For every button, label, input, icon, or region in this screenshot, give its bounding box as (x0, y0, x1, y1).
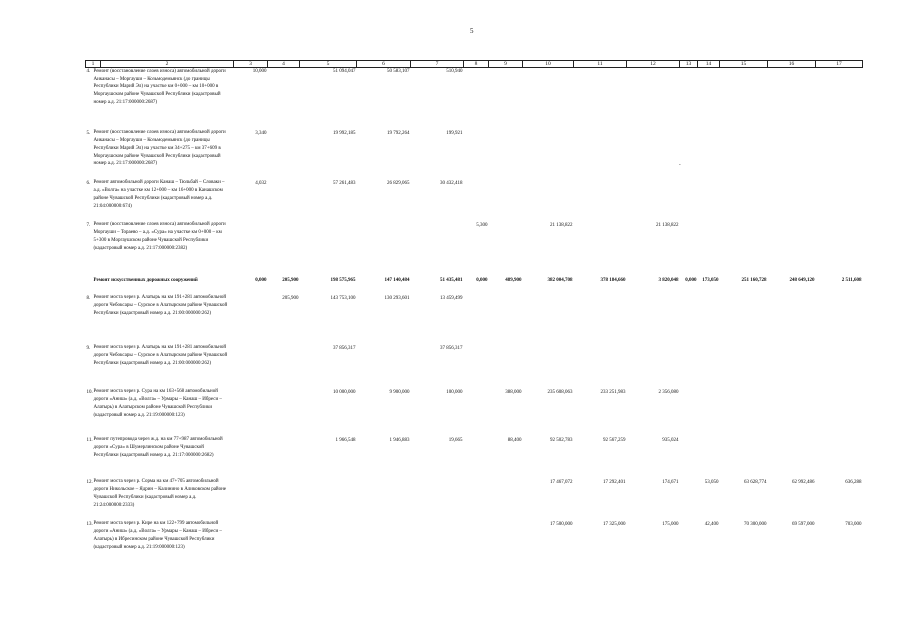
cell-c3 (234, 437, 268, 479)
header-cell: 6 (357, 61, 411, 68)
cell-c11 (574, 180, 627, 222)
row-number: 13. (86, 521, 93, 527)
row-description: Ремонт (восстановление слоев износа) автомобильной дороги Аиканасы – Моргауши – Козьмодемьянск (до границы Республики Марий Эл) на участке км 0+000 – км 10+000 в Моргаушском районе Чувашской Республики (кадастровый номер а.д. 21:17:000000:2687) (93, 68, 226, 105)
cell-c10 (523, 180, 574, 222)
cell-c16 (768, 437, 816, 479)
table-row (86, 521, 863, 583)
cell-c14 (698, 437, 720, 479)
row-number: 9. (86, 345, 91, 351)
table-row (86, 437, 863, 479)
cell-c9 (489, 295, 523, 345)
cell-c3 (234, 389, 268, 437)
cell-c9 (489, 479, 523, 521)
cell-c14: 42,400 (704, 521, 719, 527)
cell-c7: 100,000 (446, 389, 463, 395)
cell-c3 (234, 222, 268, 277)
cell-c17: 2 511,608 (841, 277, 862, 283)
cell-c6: 26 829,065 (387, 180, 410, 186)
table-row (86, 277, 863, 295)
cell-c12 (627, 345, 680, 389)
cell-c8 (464, 389, 489, 437)
cell-c16 (768, 345, 816, 389)
row-number: 4. (86, 69, 91, 74)
cell-c11: 17 292,401 (603, 479, 626, 485)
cell-c14 (698, 180, 720, 222)
header-cell: 3 (234, 61, 268, 68)
row-name (86, 295, 234, 345)
cell-c7: 199,921 (446, 130, 463, 136)
cell-c12 (627, 180, 680, 222)
cell-c16 (768, 222, 816, 277)
cell-c3: 4,032 (255, 180, 267, 186)
cell-c3 (234, 479, 268, 521)
cell-c13 (680, 479, 698, 521)
table-row (86, 389, 863, 437)
cell-c7: 510,940 (446, 69, 463, 74)
cell-c10: 382 004,708 (547, 277, 573, 283)
cell-c7 (411, 521, 464, 583)
header-label: 2 (165, 61, 169, 67)
cell-c8 (464, 437, 489, 479)
table-row (86, 295, 863, 345)
cell-c14 (698, 345, 720, 389)
cell-c8: 0,000 (476, 277, 488, 283)
row-number: 6. (86, 180, 91, 186)
cell-c11: 233 251,983 (600, 389, 626, 395)
cell-c7: 37 856,317 (440, 345, 463, 351)
cell-c6: 147 140,484 (384, 277, 410, 283)
cell-c16: 248 649,120 (789, 277, 815, 283)
cell-c11: 92 567,259 (603, 437, 626, 443)
table-row (86, 222, 863, 277)
cell-c14 (698, 389, 720, 437)
row-number: 8. (86, 295, 91, 301)
cell-c16 (768, 295, 816, 345)
cell-c4 (268, 437, 300, 479)
row-description: Ремонт моста через р. Сура на км 163+568 автомобильной дороги «Аниш» (а.д. «Волга» – Урмары – Канаш – Ибреси – Алатырь) в Алатырском районе Чувашской Республики (кадастровый номер а.д. 21:19:000000:123) (93, 389, 222, 418)
cell-c13 (680, 130, 698, 180)
row-number: 10. (86, 389, 93, 395)
cell-c14 (698, 222, 720, 277)
cell-c10: 17 500,000 (550, 521, 573, 527)
cell-c9 (489, 222, 523, 277)
row-number: 7. (86, 222, 91, 228)
cell-c16 (768, 68, 816, 130)
cell-c4 (268, 180, 300, 222)
cell-c13 (680, 389, 698, 437)
cell-c5: 51 094,047 (333, 69, 356, 74)
cell-c9 (489, 521, 523, 583)
cell-c11 (574, 295, 627, 345)
cell-c9 (489, 180, 523, 222)
cell-c8 (464, 68, 489, 130)
cell-c12: 21 138,822 (656, 222, 679, 228)
cell-c6 (357, 222, 411, 277)
cell-c14: 173,050 (702, 277, 719, 283)
row-description: Ремонт искусственных дорожных сооружений (93, 277, 198, 283)
cell-c5: 37 856,317 (333, 345, 356, 351)
row-description: Ремонт (восстановление слоев износа) автомобильной дороги Аиканасы – Моргауши – Козьмодемьянск (до границы Республики Марий Эл) на участке км 34+275 – км 37+609 в Моргаушском районе Чувашской Республики (кадастровый номер а.д. 21:17:000000:2687) (93, 130, 226, 167)
cell-c12: 175,000 (662, 521, 679, 527)
cell-c13 (680, 437, 698, 479)
cell-c13 (680, 180, 698, 222)
cell-c11 (574, 68, 627, 130)
cell-c8 (464, 295, 489, 345)
cell-c10 (523, 68, 574, 130)
cell-c8 (464, 479, 489, 521)
row-name (86, 345, 234, 389)
cell-c5: 19 992,185 (333, 130, 356, 136)
stray-mark: - (679, 163, 681, 168)
row-description: Ремонт моста через р. Алатырь на км 191+281 автомобильной дороги Чебоксары – Сурское в Алатырском районе Чувашской Республики (кадастровый номер а.д. 21:00:000000:262) (93, 295, 228, 316)
cell-c9: 489,900 (505, 277, 522, 283)
cell-c4: 205,900 (282, 295, 299, 301)
cell-c12 (627, 130, 680, 180)
cell-c17 (816, 389, 863, 437)
cell-c13: 0,000 (685, 277, 697, 283)
cell-c5: 1 966,548 (335, 437, 356, 443)
row-number: 12. (86, 479, 93, 485)
cell-c7: 51 435,481 (440, 277, 463, 283)
header-cell: 5 (300, 61, 357, 68)
header-cell (86, 61, 234, 68)
cell-c8 (464, 130, 489, 180)
cell-c17 (816, 68, 863, 130)
cell-c7: 30 432,418 (440, 180, 463, 186)
table-row (86, 345, 863, 389)
header-cell: 7 (411, 61, 464, 68)
page-number: 5 (470, 27, 474, 35)
cell-c17 (816, 295, 863, 345)
row-name (86, 389, 234, 437)
cell-c9 (489, 68, 523, 130)
cell-c17 (816, 222, 863, 277)
cell-c15: 63 628,774 (744, 479, 767, 485)
header-row (86, 61, 863, 68)
cell-c17 (816, 345, 863, 389)
cell-c16 (768, 389, 816, 437)
cell-c9 (489, 130, 523, 180)
cell-c5 (300, 521, 357, 583)
row-description: Ремонт автомобильной дороги Канаш – Тюльбай – Словаки – а.д. «Волга» на участке км 12+000 – км 16+000 в Канашском районе Чувашской Республики (кадастровый номер а.д. 21:04:000000:674) (93, 180, 225, 209)
cell-c4 (268, 479, 300, 521)
row-description: Ремонт путепровода через ж.д. на км 77+987 автомобильной дороги «Сура» в Шумерлинском районе Чувашской Республики (кадастровый номер а.д. 21:17:000000:2682) (93, 437, 223, 458)
cell-c15 (720, 180, 768, 222)
header-cell: 17 (816, 61, 863, 68)
cell-c10 (523, 130, 574, 180)
header-cell: 14 (698, 61, 720, 68)
cell-c8 (464, 180, 489, 222)
row-name (86, 180, 234, 222)
row-name (86, 130, 234, 180)
cell-c5: 143 753,100 (330, 295, 356, 301)
cell-c17 (816, 437, 863, 479)
cell-c15: 70 300,000 (744, 521, 767, 527)
cell-c10 (523, 345, 574, 389)
cell-c3: 3,340 (255, 130, 267, 136)
row-description: Ремонт моста через р. Кире на км 122+799 автомобильной дороги «Аниш» (а.д. «Волга» – Урмары – Канаш – Ибреси – Алатырь) в Ибресинском районе Чувашской Республики (кадастровый номер а.д. 21:19:000000:123) (93, 521, 222, 550)
cell-c6 (357, 521, 411, 583)
cell-c5 (300, 222, 357, 277)
table-row (86, 130, 863, 180)
cell-c4 (268, 389, 300, 437)
cell-c4 (268, 345, 300, 389)
cell-c6: 130 293,601 (384, 295, 410, 301)
cell-c16 (768, 180, 816, 222)
cell-c15 (720, 222, 768, 277)
cell-c14 (698, 68, 720, 130)
cell-c3 (234, 521, 268, 583)
cell-c6: 1 946,883 (389, 437, 410, 443)
cell-c9 (489, 345, 523, 389)
cell-c3: 0,000 (255, 277, 267, 283)
cell-c17: 636,288 (845, 479, 862, 485)
cell-c10: 21 138,822 (550, 222, 573, 228)
row-name (86, 222, 234, 277)
cell-c7: 13 459,499 (440, 295, 463, 301)
header-cell: 9 (489, 61, 523, 68)
cell-c11: 17 325,000 (603, 521, 626, 527)
table-header (86, 61, 863, 68)
cell-c14: 53,050 (704, 479, 719, 485)
cell-c4: 205,900 (282, 277, 299, 283)
cell-c8 (464, 521, 489, 583)
cell-c16 (768, 130, 816, 180)
cell-c12 (627, 295, 680, 345)
cell-c5: 10 000,000 (333, 389, 356, 395)
cell-c12: 174,671 (662, 479, 679, 485)
cell-c11 (574, 222, 627, 277)
cell-c6 (357, 479, 411, 521)
header-cell: 10 (523, 61, 574, 68)
cell-c13 (680, 68, 698, 130)
cell-c12: 2 356,080 (658, 389, 679, 395)
cell-c6 (357, 345, 411, 389)
header-cell: 15 (720, 61, 768, 68)
cell-c5 (300, 479, 357, 521)
cell-c15 (720, 389, 768, 437)
cell-c17 (816, 180, 863, 222)
cell-c13 (680, 222, 698, 277)
row-description: Ремонт моста через р. Сорма на км 47+705 автомобильной дороги Никольское – Ядрин – Калинино в Аликовском районе Чувашской Республики (кадастровый номер а.д. 21:24:000000:2333) (93, 479, 226, 508)
table-row (86, 180, 863, 222)
row-description: Ремонт (восстановление слоев износа) автомобильной дороги Моргауши – Тораево – а.д. «Сура» на участке км 0+000 – км 5+300 в Моргаушском районе Чувашской Республики (кадастровый номер а.д. 21:17:000000:2382) (93, 222, 226, 251)
cell-c4 (268, 521, 300, 583)
cell-c17: 703,000 (845, 521, 862, 527)
cell-c15 (720, 437, 768, 479)
cell-c6: 19 792,264 (387, 130, 410, 136)
cell-c11 (574, 345, 627, 389)
budget-table (85, 60, 863, 583)
header-cell: 16 (768, 61, 816, 68)
cell-c6: 50 583,107 (387, 69, 410, 74)
cell-c14 (698, 295, 720, 345)
row-description: Ремонт моста через р. Алатырь на км 191+281 автомобильной дороги Чебоксары – Сурское в Алатырском районе Чувашской Республики (кадастровый номер а.д. 21:00:000000:262) (93, 345, 228, 366)
cell-c16: 69 597,000 (792, 521, 815, 527)
cell-c4 (268, 68, 300, 130)
cell-c15 (720, 68, 768, 130)
row-name (86, 521, 234, 583)
row-name (86, 277, 234, 295)
header-cell: 11 (574, 61, 627, 68)
cell-c15 (720, 345, 768, 389)
cell-c5: 198 575,965 (330, 277, 356, 283)
row-name (86, 479, 234, 521)
header-label: 1 (86, 61, 101, 67)
cell-c4 (268, 222, 300, 277)
table-row (86, 68, 863, 130)
cell-c4 (268, 130, 300, 180)
table-row (86, 479, 863, 521)
cell-c3: 10,000 (252, 69, 267, 74)
cell-c5: 57 261,483 (333, 180, 356, 186)
cell-c9: 88,400 (507, 437, 522, 443)
cell-c9: 388,000 (505, 389, 522, 395)
row-name (86, 68, 234, 130)
cell-c11 (574, 130, 627, 180)
cell-c10 (523, 295, 574, 345)
row-number: 5. (86, 130, 91, 136)
header-cell: 4 (268, 61, 300, 68)
cell-c15 (720, 295, 768, 345)
cell-c6: 9 900,000 (389, 389, 410, 395)
cell-c7 (411, 479, 464, 521)
cell-c11: 378 184,660 (600, 277, 626, 283)
cell-c15 (720, 130, 768, 180)
cell-c7: 19,665 (448, 437, 463, 443)
cell-c10: 17 467,072 (550, 479, 573, 485)
cell-c12 (627, 68, 680, 130)
cell-c13 (680, 345, 698, 389)
cell-c8 (464, 345, 489, 389)
cell-c16: 62 992,486 (792, 479, 815, 485)
cell-c12: 3 820,048 (658, 277, 679, 283)
row-number: 11. (86, 437, 93, 443)
cell-c13 (680, 295, 698, 345)
cell-c3 (234, 345, 268, 389)
cell-c10: 235 608,063 (547, 389, 573, 395)
cell-c10: 92 502,783 (550, 437, 573, 443)
header-cell: 13 (680, 61, 698, 68)
cell-c3 (234, 295, 268, 345)
header-cell: 12 (627, 61, 680, 68)
cell-c15: 251 160,728 (741, 277, 767, 283)
cell-c14 (698, 130, 720, 180)
cell-c13 (680, 521, 698, 583)
row-name (86, 437, 234, 479)
cell-c17 (816, 130, 863, 180)
cell-c8: 5,300 (476, 222, 488, 228)
header-cell: 8 (464, 61, 489, 68)
cell-c12: 935,024 (662, 437, 679, 443)
cell-c7 (411, 222, 464, 277)
table-body (86, 68, 863, 583)
